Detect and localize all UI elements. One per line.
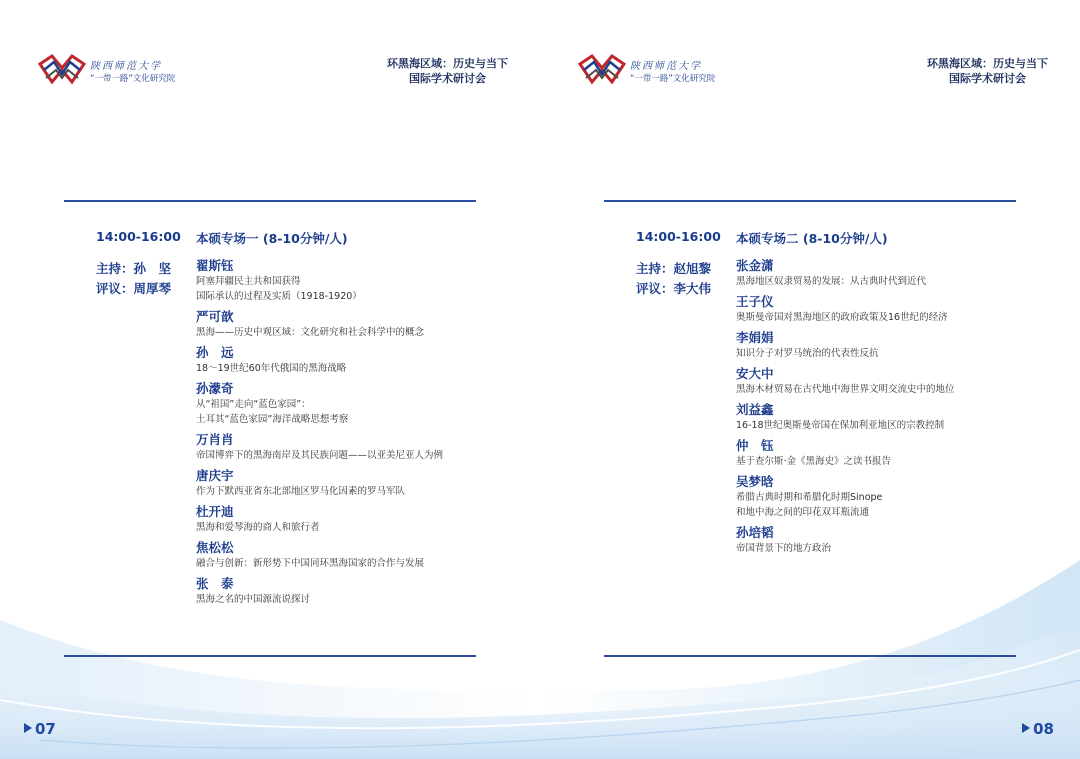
session-title: 本硕专场一 (8-10分钟/人) — [196, 231, 348, 246]
talk-title: 黑海之名的中国源流说探讨 — [196, 594, 311, 605]
talk-title: 基于查尔斯·金《黑海史》之读书报告 — [736, 456, 892, 467]
talk-item — [196, 467, 516, 499]
talk-item — [196, 380, 516, 427]
talk-item — [736, 329, 1056, 361]
page-number-label: 07 — [35, 720, 56, 738]
talk-item — [736, 473, 1056, 520]
talk-item — [736, 365, 1056, 397]
reviewer: 评议：周厚琴 — [96, 281, 172, 296]
university-logo — [38, 52, 188, 92]
talk-item — [736, 257, 1056, 289]
speaker-name: 孙 远 — [196, 345, 234, 360]
logo-emblem-icon — [38, 52, 88, 88]
talk-title: 帝国博弈下的黑海南岸及其民族问题——以亚美尼亚人为例 — [196, 450, 444, 461]
speaker-name: 万肖肖 — [196, 432, 234, 447]
conference-title — [387, 56, 508, 86]
talk-item — [736, 401, 1056, 433]
speaker-name: 吴梦晗 — [736, 474, 774, 489]
talk-item — [196, 344, 516, 376]
institute-name: “一带一路”文化研究院 — [90, 74, 176, 84]
speaker-name: 杜开迪 — [196, 504, 234, 519]
talk-title: 黑海——历史中观区域：文化研究和社会科学中的概念 — [196, 327, 425, 338]
page-number — [24, 720, 56, 738]
logo-emblem-icon — [578, 52, 628, 88]
talk-title: 黑海和爱琴海的商人和旅行者 — [196, 522, 320, 533]
talk-title: 帝国背景下的地方政治 — [736, 543, 832, 554]
talk-title: 知识分子对罗马统治的代表性反抗 — [736, 348, 879, 359]
conference-title-line1: 环黑海区域：历史与当下 — [387, 57, 508, 70]
talk-item — [736, 524, 1056, 556]
page-number — [1022, 720, 1054, 738]
reviewer: 评议：李大伟 — [636, 281, 712, 296]
session-roles — [636, 259, 711, 299]
speaker-name: 安大中 — [736, 366, 774, 381]
speaker-name: 张 泰 — [196, 576, 234, 591]
talk-title: 融合与创新：新形势下中国同环黑海国家的合作与发展 — [196, 558, 425, 569]
talk-title: 阿塞拜疆民主共和国获得 — [196, 276, 301, 287]
session-roles — [96, 259, 171, 299]
talk-title: 和地中海之间的印花双耳瓶流通 — [736, 507, 870, 518]
talk-title: 作为下默西亚省东北部地区罗马化因素的罗马军队 — [196, 486, 406, 497]
session-time: 14:00-16:00 — [96, 229, 181, 244]
chair: 主持：孙 坚 — [96, 261, 172, 276]
speaker-name: 王子仪 — [736, 294, 774, 309]
speaker-name: 刘益鑫 — [736, 402, 774, 417]
talk-item — [196, 539, 516, 571]
talk-title: 黑海木材贸易在古代地中海世界文明交流史中的地位 — [736, 384, 955, 395]
speaker-name: 焦松松 — [196, 540, 234, 555]
speaker-name: 孙濛奇 — [196, 381, 234, 396]
speaker-name: 李娟娟 — [736, 330, 774, 345]
talk-list — [736, 257, 1056, 560]
talk-item — [736, 293, 1056, 325]
speaker-name: 唐庆宇 — [196, 468, 234, 483]
talk-item — [196, 575, 516, 607]
talk-title: 希腊古典时期和希腊化时期Sinope — [736, 492, 883, 503]
page-number-label: 08 — [1033, 720, 1054, 738]
talk-item — [196, 503, 516, 535]
talk-title: 黑海地区奴隶贸易的发展：从古典时代到近代 — [736, 276, 927, 287]
triangle-icon — [24, 723, 32, 733]
session-time: 14:00-16:00 — [636, 229, 721, 244]
talk-item — [196, 308, 516, 340]
talk-title: 16-18世纪奥斯曼帝国在保加利亚地区的宗教控制 — [736, 420, 945, 431]
speaker-name: 张金潇 — [736, 258, 774, 273]
talk-item — [196, 257, 516, 304]
triangle-icon — [1022, 723, 1030, 733]
talk-list — [196, 257, 516, 611]
chair: 主持：赵旭黎 — [636, 261, 712, 276]
bottom-divider — [604, 655, 1016, 657]
talk-title: 国际承认的过程及实质（1918-1920） — [196, 291, 362, 302]
conference-title-line2: 国际学术研讨会 — [409, 72, 486, 85]
talk-title: 奥斯曼帝国对黑海地区的政府政策及16世纪的经济 — [736, 312, 948, 323]
talk-title: 土耳其“蓝色家园”海洋战略思想考察 — [196, 414, 349, 425]
session-title: 本硕专场二 (8-10分钟/人) — [736, 231, 888, 246]
talk-item — [196, 431, 516, 463]
conference-title — [927, 56, 1048, 86]
university-name: 陕西师范大学 — [90, 61, 162, 72]
right-page — [540, 0, 1080, 759]
speaker-name: 孙培韬 — [736, 525, 774, 540]
talk-item — [736, 437, 1056, 469]
university-logo — [578, 52, 728, 92]
top-divider — [64, 200, 476, 202]
university-name: 陕西师范大学 — [630, 61, 702, 72]
speaker-name: 翟斯钰 — [196, 258, 234, 273]
conference-title-line1: 环黑海区域：历史与当下 — [927, 57, 1048, 70]
top-divider — [604, 200, 1016, 202]
talk-title: 从“祖国”走向“蓝色家园”： — [196, 399, 311, 410]
institute-name: “一带一路”文化研究院 — [630, 74, 716, 84]
conference-title-line2: 国际学术研讨会 — [949, 72, 1026, 85]
bottom-divider — [64, 655, 476, 657]
speaker-name: 仲 钰 — [736, 438, 774, 453]
talk-title: 18～19世纪60年代俄国的黑海战略 — [196, 363, 347, 374]
speaker-name: 严可歆 — [196, 309, 234, 324]
